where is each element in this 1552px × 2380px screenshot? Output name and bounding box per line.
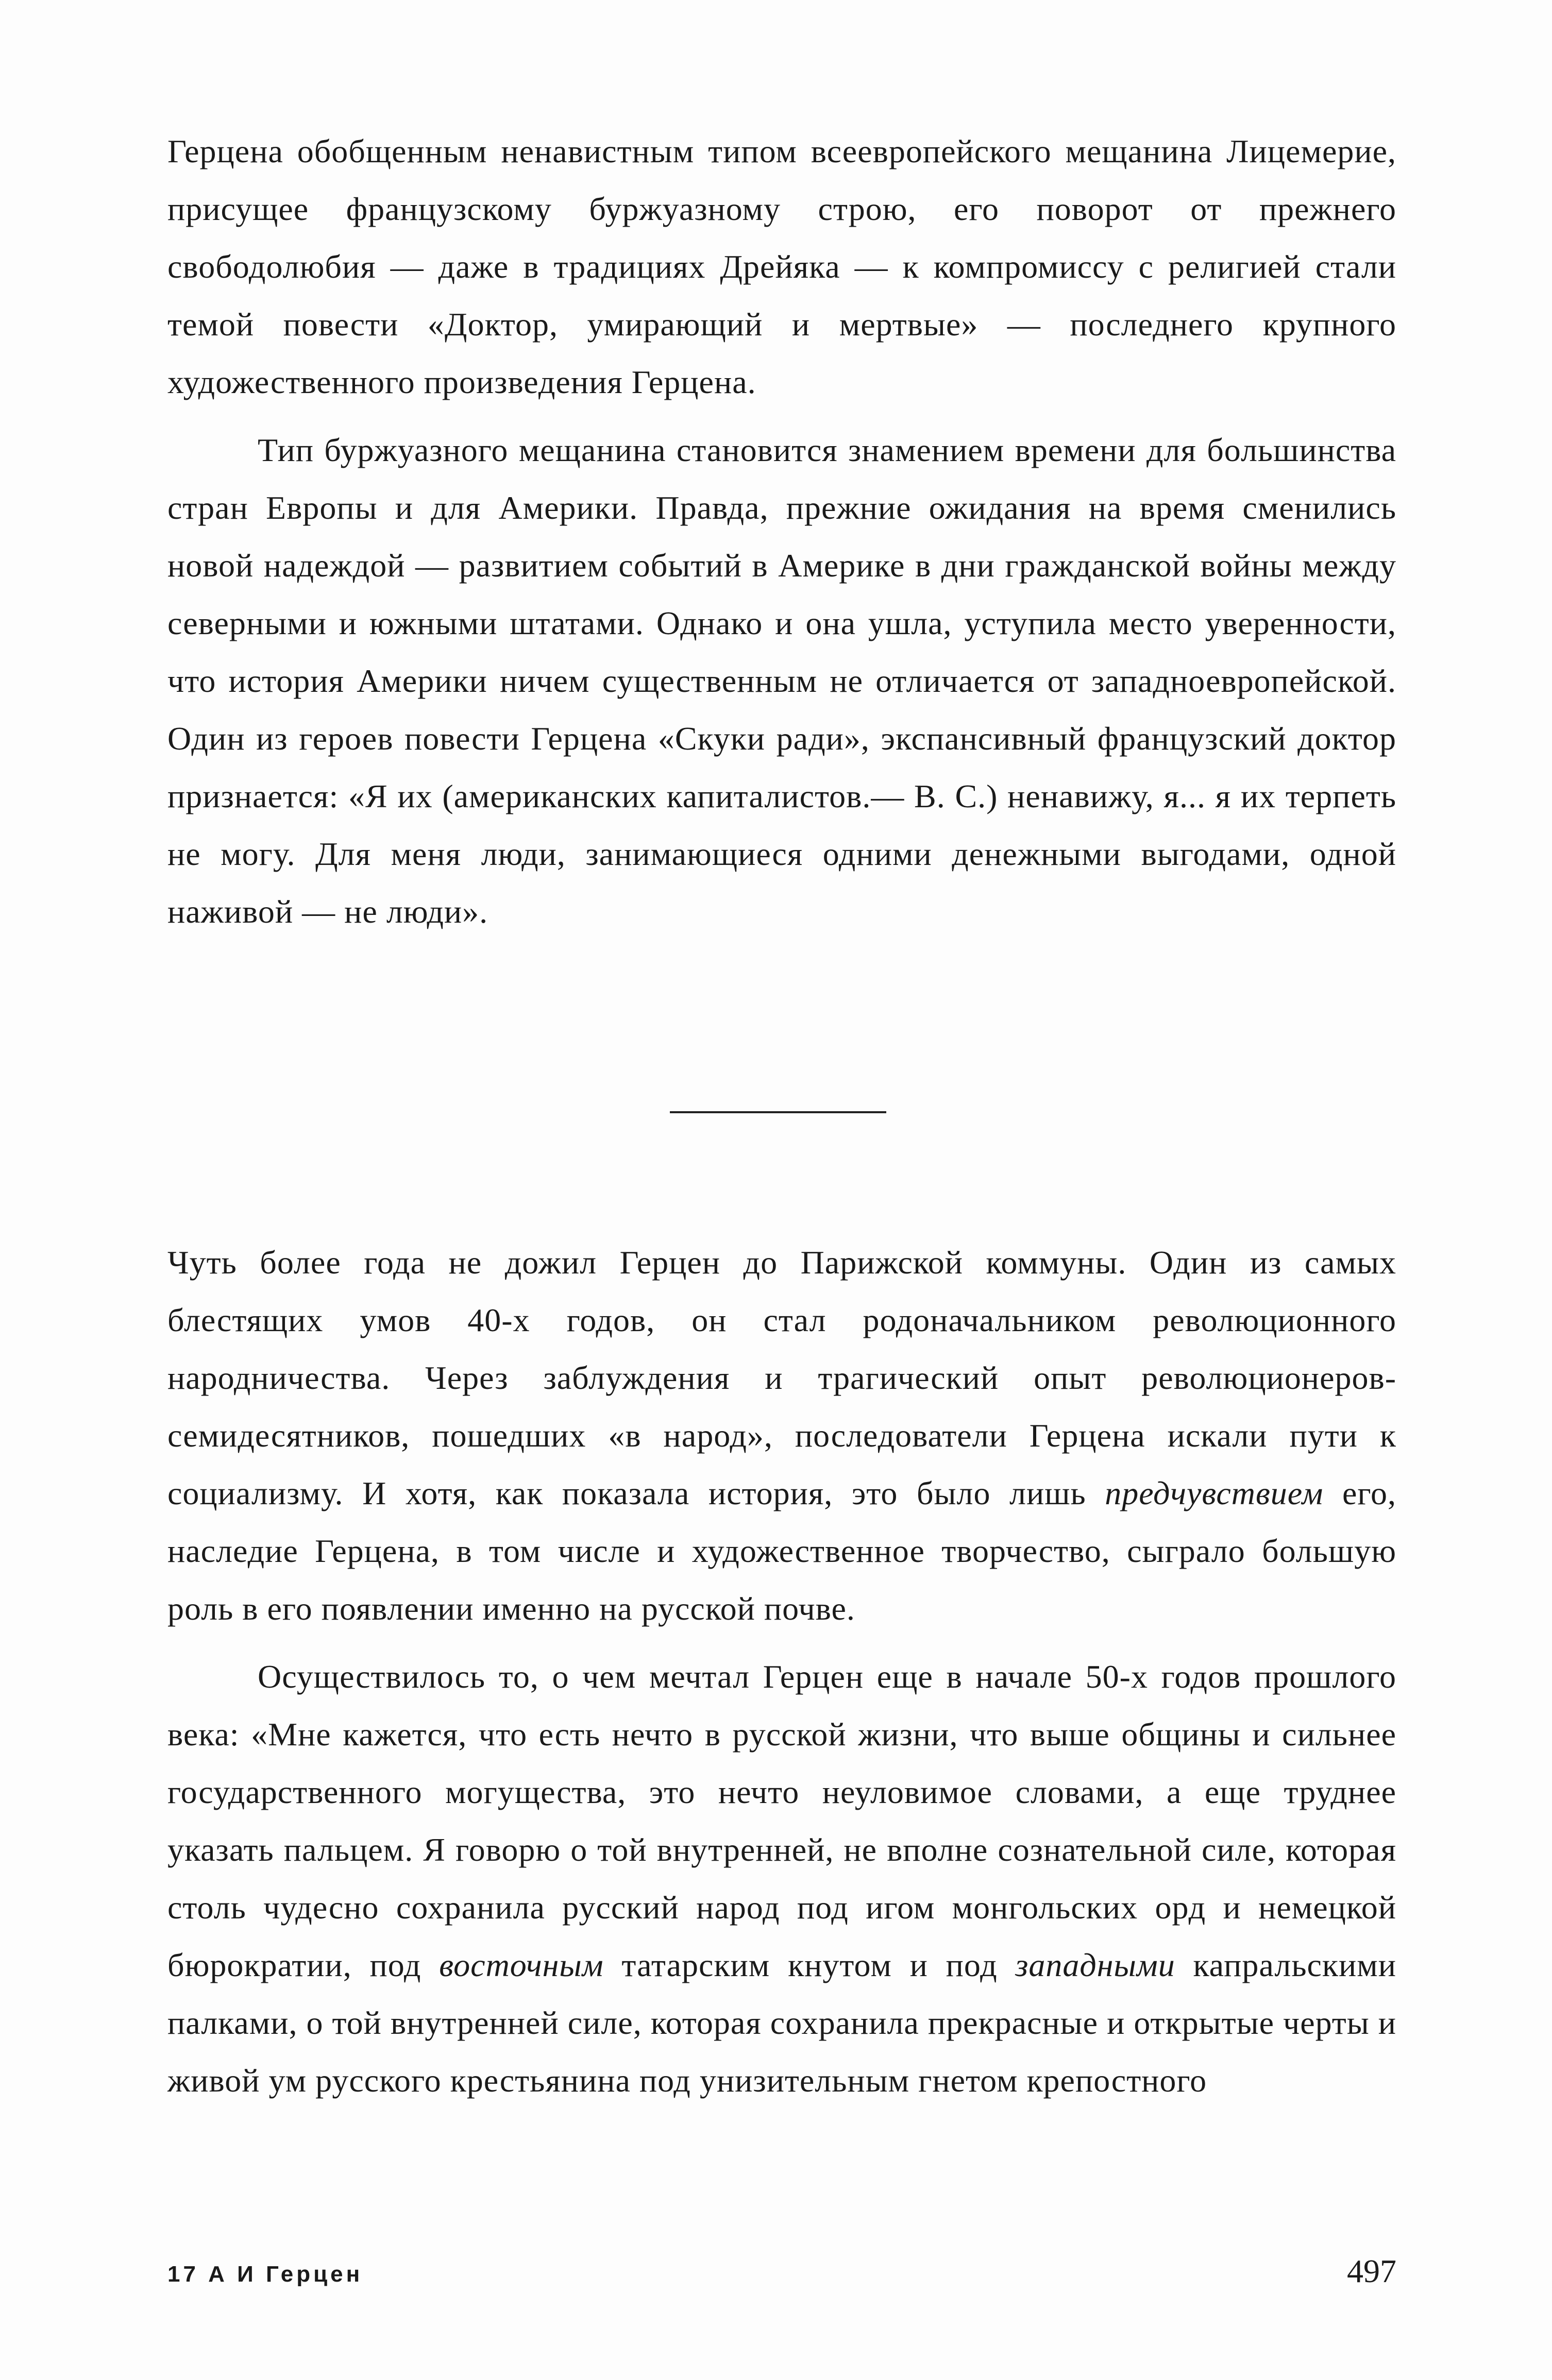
- paragraph-herzen-dream: [167, 1648, 1396, 2110]
- paragraph-text: Чуть более года не дожил Герцен до Парижской коммуны. Один из самых блестящих умов 40-х годов, он стал родоначальником революционного народничества. Через заблуждения и трагический опыт революционеров-семидесятников, пошедших «в народ», последователи Герцена искали пути к социализму. И хотя, как показала история, это было лишь: [167, 1244, 1396, 1511]
- italic-word: восточным: [439, 1947, 604, 1983]
- paragraph-text: Осуществилось то, о чем мечтал Герцен еще в начале 50-х годов прошлого века: «Мне кажется, что есть нечто в русской жизни, что выше общины и сильнее государственного могущества, это нечто неуловимое словами, а еще труднее указать пальцем. Я говорю о той внутренней, не вполне сознательной силе, которая столь чудесно сохранила русский народ под игом монгольских орд и немецкой бюрократии, под: [167, 1658, 1396, 1983]
- paragraph-text: татарским кнутом и под: [603, 1947, 1016, 1983]
- paragraph-text: капральскими палками, о той внутренней силе, которая сохранила прекрасные и открытые черты и живой ум русского крестьянина под унизительным гнетом крепостного: [167, 1947, 1397, 2099]
- page-number: 497: [1347, 2253, 1396, 2289]
- bottom-text-block: [167, 1234, 1396, 2110]
- signature-mark: 17 А И Герцен: [167, 2262, 363, 2287]
- paragraph-text: его, наследие Герцена, в том числе и художественное творчество, сыграло большую роль в его появлении именно на русской почве.: [167, 1475, 1397, 1627]
- italic-word: западными: [1015, 1947, 1175, 1983]
- paragraph-bourgeois-type: Тип буржуазного мещанина становится знамением времени для большинства стран Европы и для Америки. Правда, прежние ожидания на время сменились новой надеждой — развитием событий в Америке в дни гражданской войны между северными и южными штатами. Однако и она ушла, уступила место уверенности, что история Америки ничем существенным не отличается от западноевропейской. Один из героев повести Герцена «Скуки ради», экспансивный французский доктор признается: «Я их (американских капиталистов.— В. С.) ненавижу, я... я их терпеть не могу. Для меня люди, занимающиеся одними денежными выгодами, одной наживой — не люди».: [167, 432, 1396, 930]
- top-text-block: [167, 123, 1396, 941]
- section-divider: [670, 1111, 886, 1113]
- paragraph-paris-commune: [167, 1234, 1396, 1638]
- paragraph-herzen-type: Герцена обобщенным ненавистным типом всеевропейского мещанина Лицемерие, присущее французскому буржуазному строю, его поворот от прежнего свободолюбия — даже в традициях Дрейяка — к компромиссу с религией стали темой повести «Доктор, умирающий и мертвые» — последнего крупного художественного произведения Герцена.: [167, 133, 1396, 400]
- italic-word: предчувствием: [1105, 1475, 1324, 1511]
